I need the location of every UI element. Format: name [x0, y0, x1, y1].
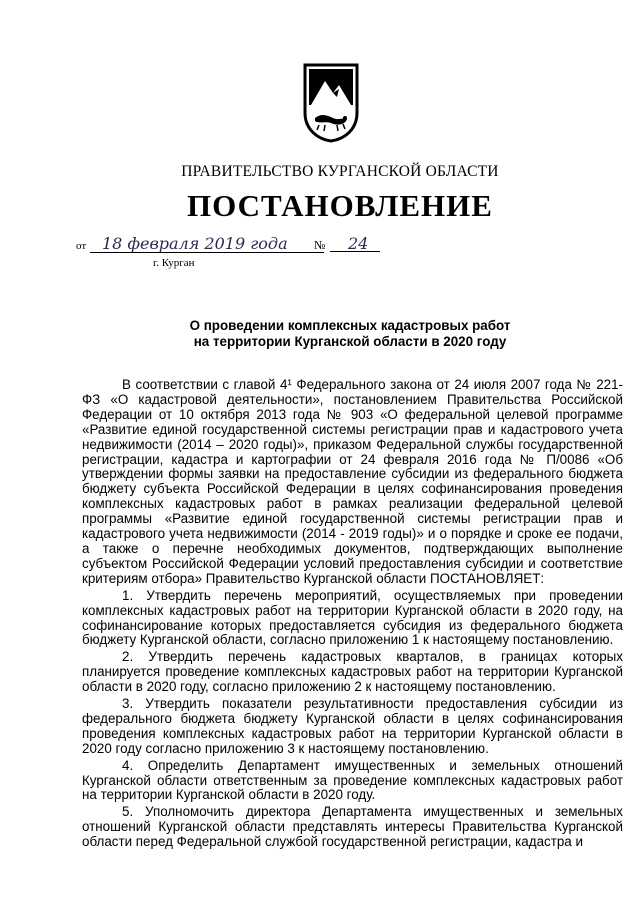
item-4-paragraph: 4. Определить Департамент имущественных и земельных отношений Курганской области ответственным за проведение комплексных кадастровых работ на территории Курганской области в 2020 году.: [82, 757, 623, 803]
preamble-paragraph: В соответствии с главой 4¹ Федерального закона от 24 июля 2007 года № 221-ФЗ «О кадастровой деятельности», постановлением Правительства Российской Федерации от 10 октября 2013 года № 903 «О федеральной целевой программе «Развитие единой государственной системы регистрации прав и кадастрового учета недвижимости (2014 – 2020 годы)», приказом Федеральной службы государственной регистрации, кадастра и картографии от 24 февраля 2016 года № П/0086 «Об утверждении формы заявки на предоставление субсидии из федерального бюджета бюджету субъекта Российской Федерации в целях софинансирования проведения комплексных кадастровых работ в рамках реализации федеральной целевой программы «Развитие единой государственной системы регистрации прав и кадастрового учета недвижимости (2014 - 2019 годы)» и о порядке и сроке ее подачи, а также о перечне необходимых документов, подтверждающих выполнение субъектом Российской Федерации условий предоставления субсидии и соответствие критериям отбора» Правительство Курганской области ПОСТАНОВЛЯЕТ:: [82, 377, 623, 586]
document-subject: [150, 318, 550, 349]
document-body: [82, 378, 623, 852]
subject-line-2: на территории Курганской области в 2020 году: [193, 333, 507, 349]
document-meta: [76, 234, 376, 274]
coat-of-arms-emblem: [303, 63, 359, 143]
subject-line-1: О проведении комплексных кадастровых работ: [189, 318, 511, 333]
number-prefix: №: [314, 238, 326, 252]
item-1-paragraph: 1. Утвердить перечень мероприятий, осуществляемых при проведении комплексных кадастровых работ на территории Курганской области в 2020 году, на софинансирование которых предоставляется субсидия из федерального бюджета бюджету Курганской области, согласно приложению 1 к настоящему постановлению.: [82, 587, 623, 648]
document-date: 18 февраля 2019 года: [90, 234, 324, 253]
document-number: 24: [330, 234, 380, 252]
item-5-paragraph: 5. Уполномочить директора Департамента имущественных и земельных отношений Курганской области представлять интересы Правительства Курганской области перед Федеральной службой государственной регистрации, кадастра и: [82, 804, 623, 850]
item-3-paragraph: 3. Утвердить показатели результативности предоставления субсидии из федерального бюджета бюджету Курганской области в целях софинансирования проведения комплексных кадастровых работ на территории Курганской области в 2020 году согласно приложению 3 к настоящему постановлению.: [82, 696, 623, 756]
date-prefix: от: [76, 240, 87, 252]
document-city: г. Курган: [153, 257, 195, 269]
government-name: ПРАВИТЕЛЬСТВО КУРГАНСКОЙ ОБЛАСТИ: [181, 163, 499, 180]
document-type-title: ПОСТАНОВЛЕНИЕ: [187, 188, 493, 223]
item-2-paragraph: 2. Утвердить перечень кадастровых кварталов, в границах которых планируется проведение комплексных кадастровых работ на территории Курганской области в 2020 году, согласно приложению 2 к настоящему постановлению.: [82, 649, 623, 695]
